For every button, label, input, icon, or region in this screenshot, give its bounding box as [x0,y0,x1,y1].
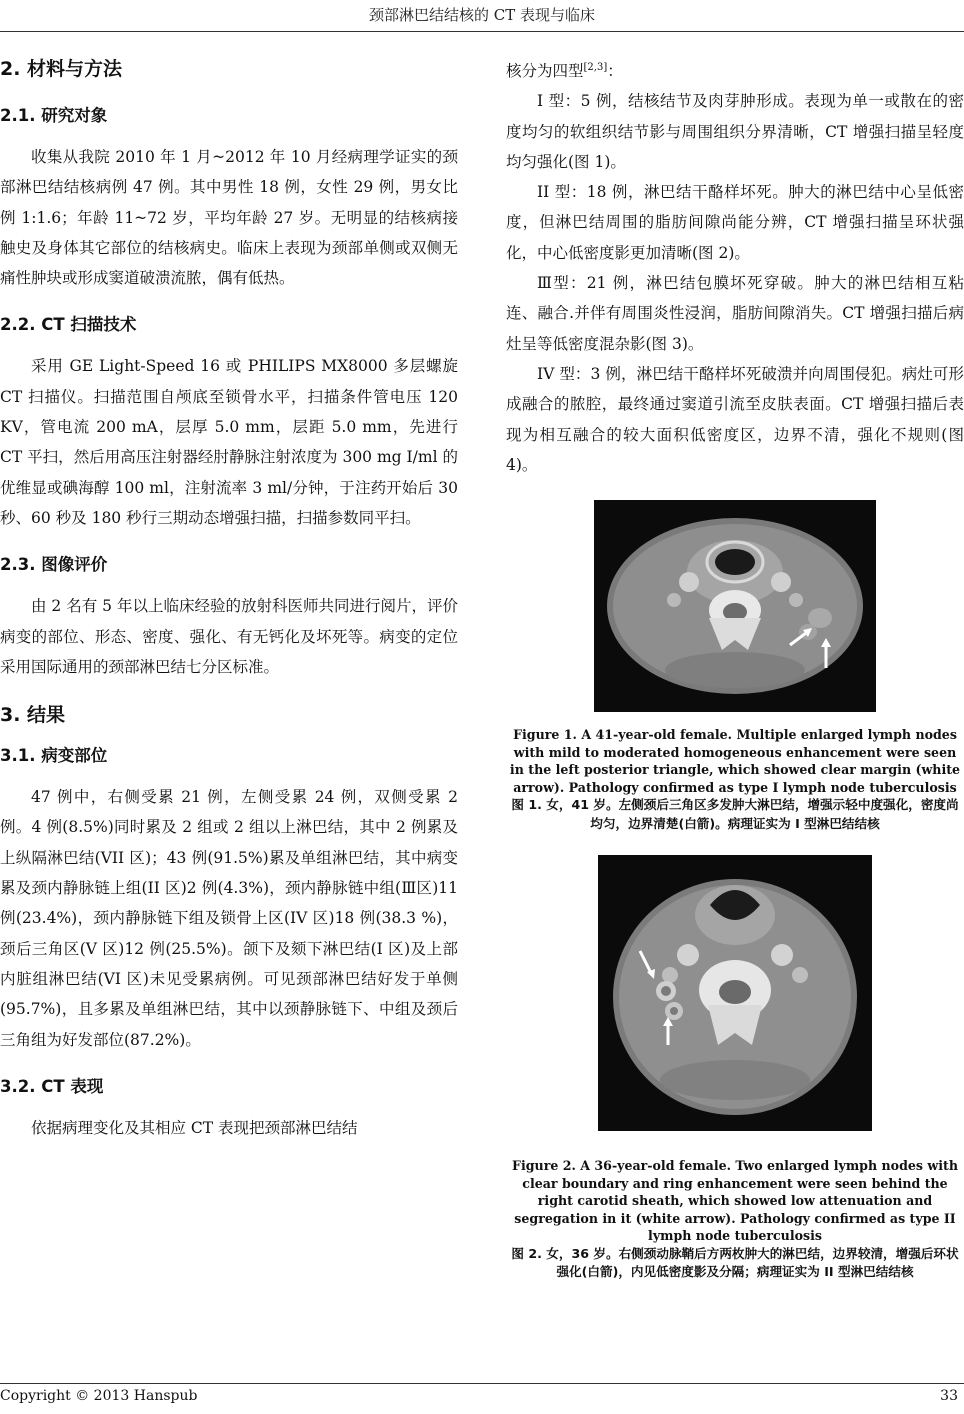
copyright-notice: Copyright © 2013 Hanspub [0,1388,198,1404]
right-column [506,56,964,1282]
figure-2-ct-drawing [598,855,872,1131]
section-2-heading: 2. 材料与方法 [0,58,123,80]
continuation-line [506,56,964,86]
reference-marker: [2,3] [583,61,608,73]
type-3-paragraph: Ⅲ型：21 例，淋巴结包膜坏死穿破。肿大的淋巴结相互粘连、融合.并伴有周围炎性浸润，脂肪间隙消失。CT 增强扫描后病灶呈等低密度混杂影(图 3)。 [506,274,964,353]
running-header: 颈部淋巴结结核的 CT 表现与临床 [368,6,596,24]
section-2-3-paragraph: 由 2 名有 5 年以上临床经验的放射科医师共同进行阅片，评价病变的部位、形态、密度、强化、有无钙化及坏死等。病变的定位采用国际通用的颈部淋巴结七分区标准。 [0,597,458,676]
page-number: 33 [940,1388,958,1404]
section-2-3-heading: 2.3. 图像评价 [0,555,108,575]
figure-1-caption-en: Figure 1. A 41-year-old female. Multiple enlarged lymph nodes with mild to moderated homogeneous enhancement were seen in the left posterior triangle, which showed clear margin (white arrow). Pathology confirmed as type I lymph node tuberculosis [509,727,961,795]
section-2-2-paragraph: 采用 GE Light-Speed 16 或 PHILIPS MX8000 多层螺旋 CT 扫描仪。扫描范围自颅底至锁骨水平，扫描条件管电压 120 KV，管电流 200 mA，层厚 5.0 mm，层距 5.0 mm，先进行 CT 平扫，然后用高压注射器经肘静脉注射浓度为 300 mg I/ml 的优维显或碘海醇 100 ml，注射流率 3 ml/分钟，于注药开始后 30 秒、60 秒及 180 秒行三期动态增强扫描，扫描参数同平扫。 [0,357,458,527]
footer-rule [0,1383,964,1384]
continuation-text: 核分为四型 [506,62,584,80]
figure-2-ct-image [598,855,872,1131]
type-2-paragraph: II 型：18 例，淋巴结干酪样坏死。肿大的淋巴结中心呈低密度，但淋巴结周围的脂肪间隙尚能分辨，CT 增强扫描呈环状强化，中心低密度影更加清晰(图 2)。 [506,183,964,262]
figure-2-caption-zh: 图 2. 女，36 岁。右侧颈动脉鞘后方两枚肿大的淋巴结，边界较清，增强后环状强化(白箭)，内见低密度影及分隔；病理证实为 II 型淋巴结结核 [511,1245,959,1280]
section-3-2-heading: 3.2. CT 表现 [0,1076,104,1096]
section-3-1-heading: 3.1. 病变部位 [0,746,108,766]
header-rule [0,31,964,32]
section-2-2-heading: 2.2. CT 扫描技术 [0,315,137,335]
section-3-heading: 3. 结果 [0,704,66,727]
continuation-tail: ： [607,62,623,80]
figure-1-caption-zh: 图 1. 女，41 岁。左侧颈后三角区多发肿大淋巴结，增强示轻中度强化，密度尚均匀，边界清楚(白箭)。病理证实为 I 型淋巴结结核 [511,797,959,831]
section-2-1-heading: 2.1. 研究对象 [0,106,108,125]
figure-1-ct-drawing [594,500,876,712]
figure-1-ct-image [594,500,876,712]
section-2-1-paragraph: 收集从我院 2010 年 1 月~2012 年 10 月经病理学证实的颈部淋巴结结核病例 47 例。其中男性 18 例，女性 29 例，男女比例 1:1.6；年龄 11~72 岁，平均年龄 27 岁。无明显的结核病接触史及身体其它部位的结核病史。临床上表现为颈部单侧或双侧无痛性肿块或形成窦道破溃流脓，偶有低热。 [0,148,458,288]
figure-2-caption-en: Figure 2. A 36-year-old female. Two enlarged lymph nodes with clear boundary and ring enhancement were seen behind the right carotid sheath, which showed low attenuation and segregation in it (white arrow). Pathology confirmed as type II lymph node tuberculosis [512,1158,958,1244]
section-3-1-paragraph: 47 例中，右侧受累 21 例，左侧受累 24 例，双侧受累 2 例。4 例(8.5%)同时累及 2 组或 2 组以上淋巴结，其中 2 例累及上纵隔淋巴结(VII 区)；43 例(91.5%)累及单组淋巴结，其中病变累及颈内静脉链上组(II 区)2 例(4.3%)，颈内静脉链中组(Ⅲ区)11 例(23.4%)，颈内静脉链下组及锁骨上区(IV 区)18 例(38.3 %)，颈后三角区(V 区)12 例(25.5%)。颌下及颏下淋巴结(I 区)及上部内脏组淋巴结(VI 区)未见受累病例。可见颈部淋巴结好发于单侧(95.7%)，且多累及单组淋巴结，其中以颈静脉链下、中组及颈后三角组为好发部位(87.2%)。 [0,788,458,1049]
type-4-paragraph: IV 型：3 例，淋巴结干酪样坏死破溃并向周围侵犯。病灶可形成融合的脓腔，最终通过窦道引流至皮肤表面。CT 增强扫描后表现为相互融合的较大面积低密度区，边界不清，强化不规则(图 4)。 [506,364,964,474]
section-3-2-paragraph: 依据病理变化及其相应 CT 表现把颈部淋巴结结 [31,1118,358,1137]
left-column [0,56,458,1143]
type-1-paragraph: I 型：5 例，结核结节及肉芽肿形成。表现为单一或散在的密度均匀的软组织结节影与周围组织分界清晰，CT 增强扫描呈轻度均匀强化(图 1)。 [506,92,964,171]
